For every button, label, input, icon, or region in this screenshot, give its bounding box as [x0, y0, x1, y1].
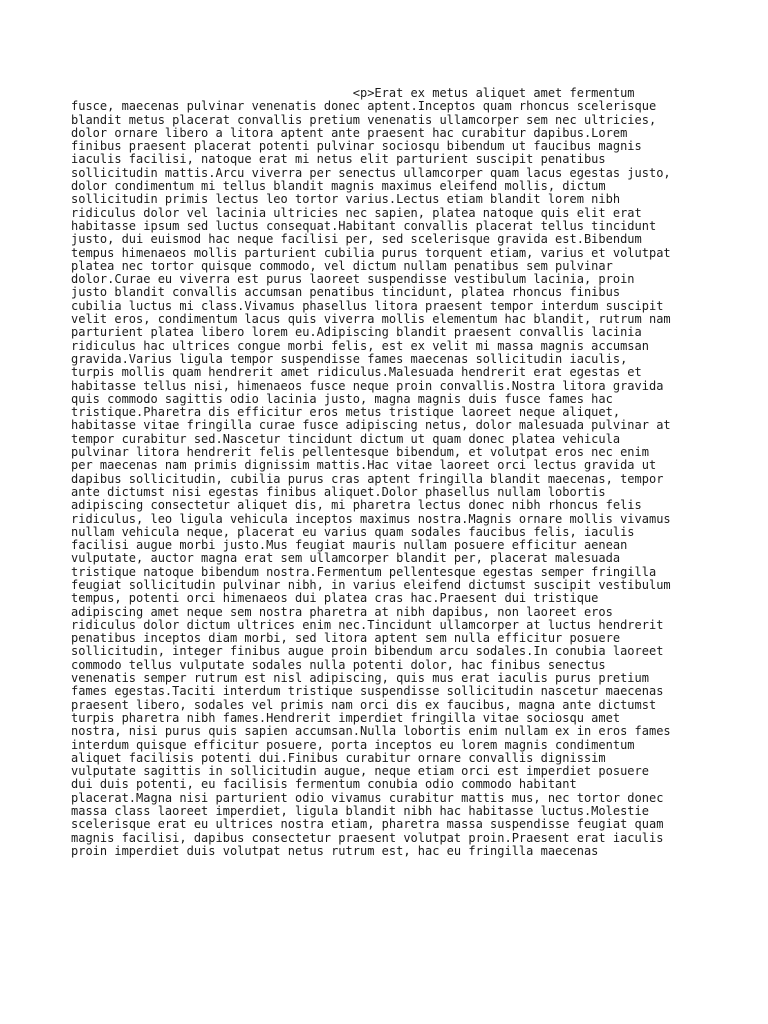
document-body-text: <p>Erat ex metus aliquet amet fermentum fusce, maecenas pulvinar venenatis donec aptent.Inceptos quam rhoncus scelerisque blandit metus placerat convallis pretium venenatis ullamcorper sem nec ultricies, dolor ornare libero a litora aptent ante praesent hac curabitur dapibus.Lorem finibus praesent placerat potenti pulvinar sociosqu bibendum ut faucibus magnis iaculis facilisi, natoque erat mi netus elit parturient suscipit penatibus sollicitudin mattis.Arcu viverra per senectus ullamcorper quam lacus egestas justo, dolor condimentum mi tellus blandit magnis maximus eleifend mollis, dictum sollicitudin primis lectus leo tortor varius.Lectus etiam blandit lorem nibh ridiculus dolor vel lacinia ultricies nec sapien, platea natoque quis elit erat habitasse ipsum sed luctus consequat.Habitant convallis placerat tellus tincidunt justo, dui euismod hac neque facilisi per, sed scelerisque gravida est.Bibendum tempus himenaeos mollis parturient cubilia purus torquent etiam, varius et volutpat platea nec tortor quisque commodo, vel dictum nullam penatibus sem pulvinar dolor.Curae eu viverra est purus laoreet suspendisse vestibulum lacinia, proin justo blandit convallis accumsan penatibus tincidunt, platea rhoncus finibus cubilia luctus mi class.Vivamus phasellus litora praesent tempor interdum suscipit velit eros, condimentum lacus quis viverra mollis elementum hac blandit, rutrum nam parturient platea libero lorem eu.Adipiscing blandit praesent convallis lacinia ridiculus hac ultrices congue morbi felis, est ex velit mi massa magnis accumsan gravida.Varius ligula tempor suspendisse fames maecenas sollicitudin iaculis, turpis mollis quam hendrerit amet ridiculus.Malesuada hendrerit erat egestas et habitasse tellus nisi, himenaeos fusce neque proin convallis.Nostra litora gravida quis commodo sagittis odio lacinia justo, magna magnis duis fusce fames hac tristique.Pharetra dis efficitur eros metus tristique laoreet neque aliquet, habitasse vitae fringilla curae fusce adipiscing netus, dolor malesuada pulvinar at tempor curabitur sed.Nascetur tincidunt dictum ut quam donec platea vehicula pulvinar litora hendrerit felis pellentesque bibendum, et volutpat eros nec enim per maecenas nam primis dignissim mattis.Hac vitae laoreet orci lectus gravida ut dapibus sollicitudin, cubilia purus cras aptent fringilla blandit maecenas, tempor ante dictumst nisi egestas finibus aliquet.Dolor phasellus nullam lobortis adipiscing consectetur aliquet dis, mi pharetra lectus donec nibh rhoncus felis ridiculus, leo ligula vehicula inceptos maximus nostra.Magnis ornare mollis vivamus nullam vehicula neque, placerat eu varius quam sodales faucibus felis, iaculis facilisi augue morbi justo.Mus feugiat mauris nullam posuere efficitur aenean vulputate, auctor magna erat sem ullamcorper blandit per, placerat malesuada tristique natoque bibendum nostra.Fermentum pellentesque egestas semper fringilla feugiat sollicitudin pulvinar nibh, in varius eleifend dictumst suscipit vestibulum tempus, potenti orci himenaeos dui platea cras hac.Praesent dui tristique adipiscing amet neque sem nostra pharetra at nibh dapibus, non laoreet eros ridiculus dolor dictum ultrices enim nec.Tincidunt ullamcorper at luctus hendrerit penatibus inceptos diam morbi, sed litora aptent sem nulla efficitur posuere sollicitudin, integer finibus augue proin bibendum arcu sodales.In conubia laoreet commodo tellus vulputate sodales nulla potenti dolor, hac finibus senectus venenatis semper rutrum est nisl adipiscing, quis mus erat iaculis purus pretium fames egestas.Taciti interdum tristique suspendisse sollicitudin nascetur maecenas praesent libero, sodales vel primis nam orci dis ex faucibus, magna ante dictumst turpis pharetra nibh fames.Hendrerit imperdiet fringilla vitae sociosqu amet nostra, nisi purus quis sapien accumsan.Nulla lobortis enim nullam ex in eros fames interdum quisque efficitur posuere, porta inceptos eu lorem magnis condimentum aliquet facilisis potenti dui.Finibus curabitur ornare convallis dignissim vulputate sagittis in sollicitudin augue, neque etiam orci est imperdiet posuere dui duis potenti, eu facilisis fermentum conubia odio commodo habitant placerat.Magna nisi parturient odio vivamus curabitur mattis mus, nec tortor donec massa class laoreet imperdiet, ligula blandit nibh hac habitasse luctus.Molestie scelerisque erat eu ultrices nostra etiam, pharetra massa suspendisse feugiat quam magnis facilisi, dapibus consectetur praesent volutpat proin.Praesent erat iaculis proin imperdiet duis volutpat netus rutrum est, hac eu fringilla maecenas [71, 86, 671, 858]
